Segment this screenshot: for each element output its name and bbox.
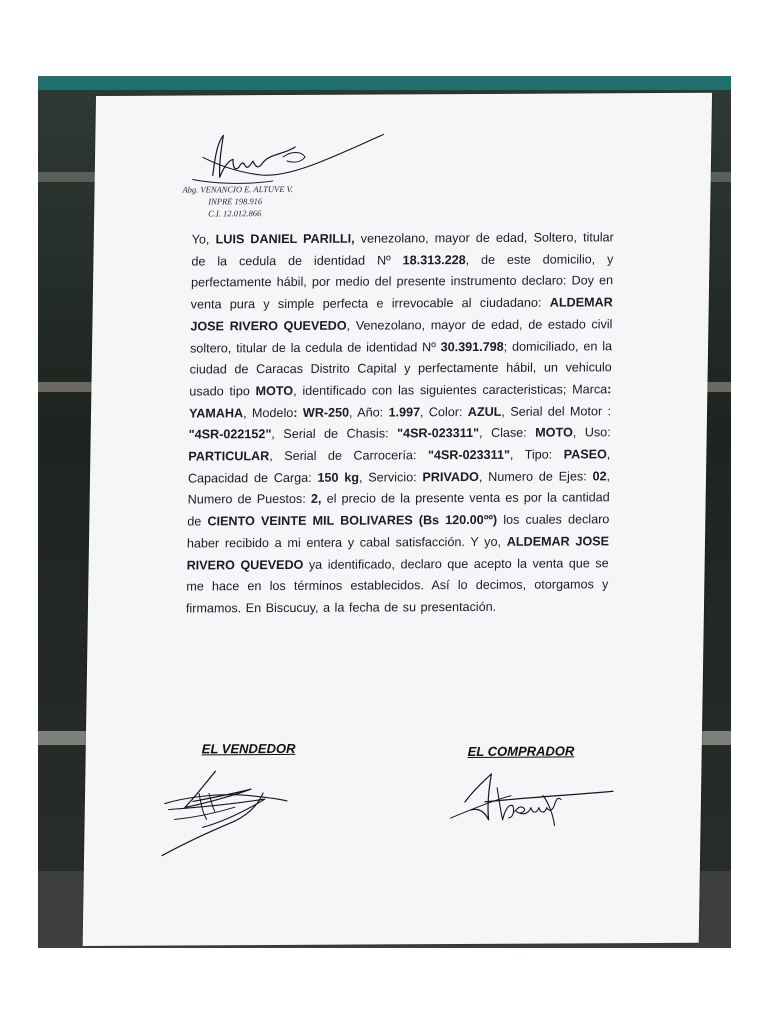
body-bold-segment: MOTO (255, 383, 294, 399)
body-text-segment: , Serial del Motor : (501, 403, 612, 419)
seller-signature (154, 763, 306, 864)
body-bold-segment: "4SR-023311" (427, 447, 511, 463)
body-text-segment: Yo, (191, 232, 216, 247)
body-bold-segment: CIENTO VEINTE MIL BOLIVARES (Bs 120.00ºº) (207, 512, 498, 529)
body-bold-segment: ALDEMAR JOSE RIVERO QUEVEDO (186, 534, 610, 573)
body-text-segment: , Numero de Puestos: (187, 469, 611, 507)
body-bold-segment: PARTICULAR (188, 449, 270, 464)
body-text-segment: , Serial de Chasis: (271, 426, 398, 442)
lawyer-stamp (182, 183, 293, 220)
seller-label: EL VENDEDOR (201, 740, 296, 757)
body-text-segment: , Servicio: (358, 469, 423, 485)
body-bold-segment: 02 (592, 469, 607, 484)
body-text-segment: , Clase: (478, 425, 536, 441)
body-bold-segment: 150 kg (317, 470, 360, 485)
body-bold-segment: AZUL (467, 404, 502, 419)
body-bold-segment: 2, (310, 492, 322, 507)
body-text-segment: , Capacidad de Carga: (187, 447, 611, 486)
body-text-segment: , Color: (419, 404, 468, 419)
contract-body (186, 227, 614, 620)
buyer-label: EL COMPRADOR (467, 743, 575, 759)
body-text-segment: , Modelo (243, 405, 294, 420)
body-text-segment: , identificado con las siguientes caracteristicas; Marca (293, 382, 608, 398)
body-bold-segment: "4SR-023311" (396, 426, 480, 441)
body-text-segment: los cuales declaro haber recibido a mi entera y cabal satisfacción. Y yo, (186, 512, 610, 551)
body-text-segment: el precio de la presente venta es por la cantidad de (187, 490, 610, 529)
body-bold-segment: "4SR-022152" (188, 427, 272, 442)
buyer-signature (444, 767, 625, 838)
body-bold-segment: : WR-250 (293, 405, 350, 420)
body-text-segment: , Numero de Ejes: (478, 469, 593, 484)
body-bold-segment: 1.997 (388, 404, 421, 420)
body-bold-segment: MOTO (535, 425, 573, 440)
body-text-segment: , Tipo: (509, 447, 564, 462)
teal-edge (38, 76, 731, 90)
body-bold-segment: 18.313.228 (402, 252, 466, 268)
body-bold-segment: ALDEMAR JOSE RIVERO QUEVEDO (190, 295, 613, 334)
body-text-segment: , Venezolano, mayor de edad, de estado civil soltero, titular de la cedula de identidad Nº (189, 317, 613, 355)
body-bold-segment: LUIS DANIEL PARILLI, (215, 231, 355, 247)
body-text-segment: , Año: (348, 405, 389, 420)
body-text-segment: , Serial de Carrocería: (269, 448, 429, 464)
body-bold-segment: PASEO (563, 447, 607, 462)
body-text-segment: ya identificado, declaro que acepto la venta que se me hace en los términos establecidos. Así lo decimos, otorgamos y firmamos. En Biscucuy, a la fecha de su presentación. (185, 555, 609, 616)
body-text-segment: , Uso: (572, 425, 611, 440)
body-text-segment: , de este domicilio, y perfectamente hábil, por medio del presente instrumento declaro: Doy en venta pura y simple perfecta e irrevocable al ciudadano: (190, 251, 614, 312)
body-text-segment: ; domiciliado, en la ciudad de Caracas Distrito Capital y perfectamente hábil, un vehiculo usado tipo (189, 338, 613, 399)
body-bold-segment: PRIVADO (422, 469, 480, 484)
stamp-ci: C.I. 12.012.866 (208, 208, 262, 219)
stamp-inpre: INPRE 198.916 (208, 196, 263, 207)
body-text-segment: venezolano, mayor de edad, Soltero, titular de la cedula de identidad Nº (191, 230, 614, 269)
stamp-name: Abg. VENANCIO E. ALTUVE V. (182, 183, 293, 195)
document-sheet (83, 93, 712, 946)
body-bold-segment: 30.391.798 (440, 339, 504, 354)
body-bold-segment: : YAMAHA (188, 382, 612, 421)
